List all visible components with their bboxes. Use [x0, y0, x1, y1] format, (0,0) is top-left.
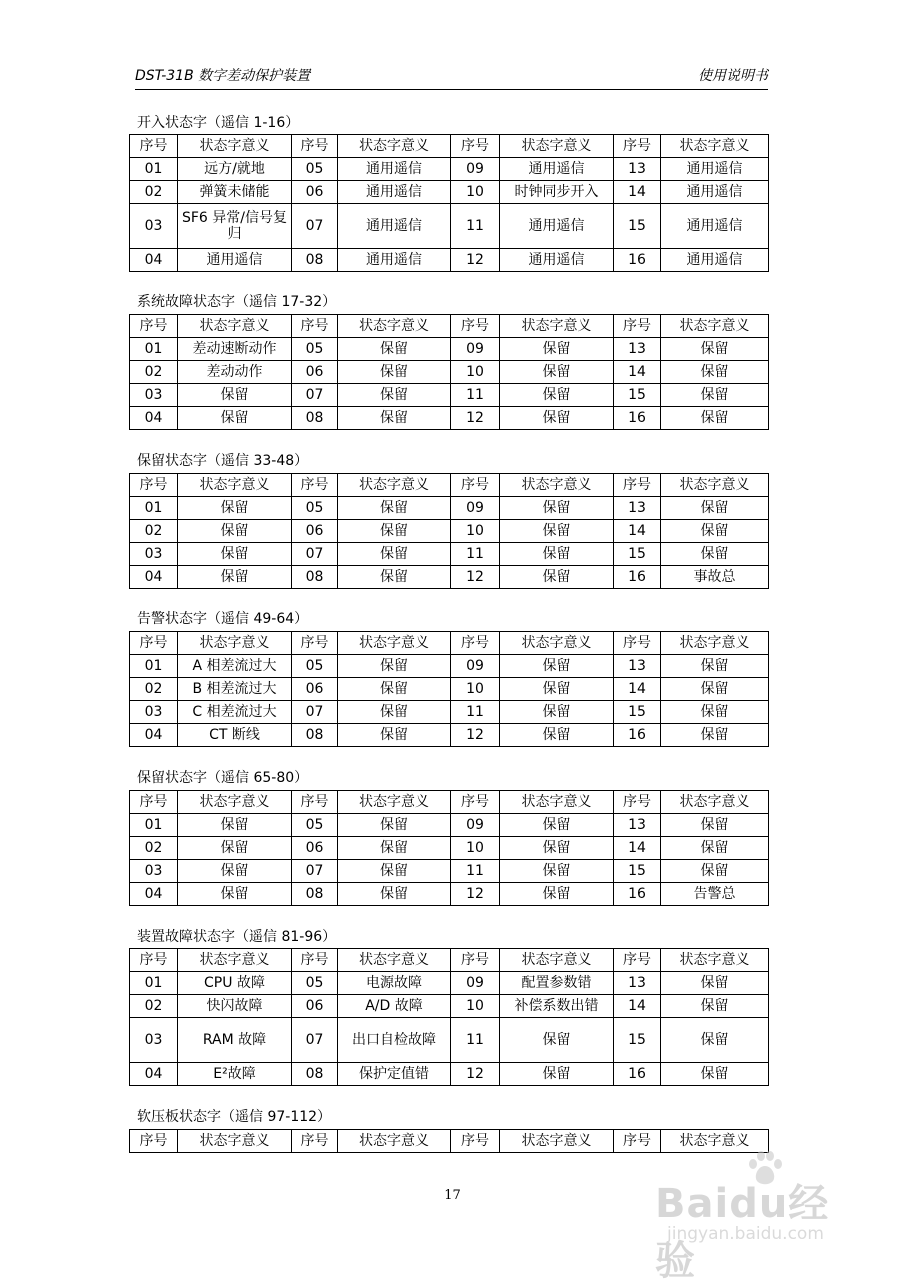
cell-meaning: 保留 — [661, 543, 769, 566]
cell-number: 02 — [130, 837, 178, 860]
cell-meaning: 弹簧未储能 — [178, 181, 292, 204]
column-header-number: 序号 — [614, 791, 661, 814]
cell-meaning: RAM 故障 — [178, 1018, 292, 1063]
status-table — [129, 134, 769, 272]
cell-meaning: 差动速断动作 — [178, 338, 292, 361]
cell-meaning: 保留 — [500, 860, 614, 883]
cell-meaning: CPU 故障 — [178, 972, 292, 995]
cell-meaning: 远方/就地 — [178, 158, 292, 181]
column-header-number: 序号 — [292, 315, 338, 338]
cell-number: 13 — [614, 338, 661, 361]
cell-meaning: 保留 — [178, 860, 292, 883]
cell-number: 14 — [614, 181, 661, 204]
cell-meaning: 保留 — [338, 814, 451, 837]
cell-meaning: 通用遥信 — [500, 158, 614, 181]
cell-meaning: 快闪故障 — [178, 995, 292, 1018]
column-header-meaning: 状态字意义 — [178, 632, 292, 655]
table-row — [130, 860, 769, 883]
column-header-meaning: 状态字意义 — [338, 474, 451, 497]
cell-meaning: 保留 — [661, 837, 769, 860]
cell-number: 13 — [614, 814, 661, 837]
cell-meaning: 保留 — [500, 655, 614, 678]
cell-meaning: 保留 — [178, 384, 292, 407]
cell-meaning: 通用遥信 — [500, 204, 614, 249]
cell-number: 11 — [451, 860, 500, 883]
cell-number: 11 — [451, 1018, 500, 1063]
cell-number: 16 — [614, 249, 661, 272]
column-header-meaning: 状态字意义 — [500, 949, 614, 972]
cell-meaning: 保留 — [500, 520, 614, 543]
column-header-number: 序号 — [292, 632, 338, 655]
table-row — [130, 338, 769, 361]
column-header-number: 序号 — [292, 949, 338, 972]
cell-number: 09 — [451, 158, 500, 181]
cell-meaning: 保留 — [500, 678, 614, 701]
cell-number: 08 — [292, 407, 338, 430]
section-title: 系统故障状态字（遥信 17-32） — [137, 294, 337, 310]
column-header-number: 序号 — [451, 1130, 500, 1153]
cell-meaning: 保留 — [178, 407, 292, 430]
cell-meaning: 保留 — [661, 338, 769, 361]
cell-meaning: 保留 — [500, 407, 614, 430]
cell-number: 01 — [130, 338, 178, 361]
cell-meaning: 保留 — [661, 520, 769, 543]
cell-meaning: A/D 故障 — [338, 995, 451, 1018]
table-row — [130, 655, 769, 678]
cell-number: 01 — [130, 655, 178, 678]
column-header-meaning: 状态字意义 — [338, 1130, 451, 1153]
cell-meaning: 保留 — [338, 361, 451, 384]
column-header-number: 序号 — [614, 1130, 661, 1153]
cell-meaning: 保留 — [338, 338, 451, 361]
section-title: 开入状态字（遥信 1-16） — [137, 115, 300, 131]
column-header-number: 序号 — [130, 791, 178, 814]
cell-number: 15 — [614, 860, 661, 883]
cell-number: 01 — [130, 158, 178, 181]
cell-meaning: 保留 — [661, 860, 769, 883]
cell-number: 02 — [130, 361, 178, 384]
table-row — [130, 995, 769, 1018]
cell-number: 08 — [292, 724, 338, 747]
cell-meaning: 告警总 — [661, 883, 769, 906]
cell-meaning: SF6 异常/信号复归 — [178, 204, 292, 249]
cell-meaning: 通用遥信 — [661, 181, 769, 204]
document-type: 使用说明书 — [698, 68, 768, 84]
status-table — [129, 473, 769, 589]
column-header-meaning: 状态字意义 — [338, 135, 451, 158]
cell-number: 03 — [130, 384, 178, 407]
section-title: 告警状态字（遥信 49-64） — [137, 611, 309, 627]
cell-meaning: 保留 — [500, 566, 614, 589]
cell-meaning: 通用遥信 — [500, 249, 614, 272]
cell-meaning: 保留 — [178, 566, 292, 589]
column-header-meaning: 状态字意义 — [178, 791, 292, 814]
table-row — [130, 883, 769, 906]
header-row — [130, 632, 769, 655]
column-header-meaning: 状态字意义 — [178, 949, 292, 972]
cell-number: 10 — [451, 837, 500, 860]
column-header-meaning: 状态字意义 — [661, 632, 769, 655]
watermark — [655, 1150, 865, 1284]
cell-number: 10 — [451, 995, 500, 1018]
cell-number: 01 — [130, 497, 178, 520]
cell-meaning: 电源故障 — [338, 972, 451, 995]
table-row — [130, 972, 769, 995]
cell-number: 03 — [130, 701, 178, 724]
cell-number: 09 — [451, 972, 500, 995]
cell-number: 07 — [292, 860, 338, 883]
cell-number: 16 — [614, 883, 661, 906]
cell-number: 08 — [292, 566, 338, 589]
cell-number: 07 — [292, 543, 338, 566]
column-header-number: 序号 — [130, 1130, 178, 1153]
column-header-meaning: 状态字意义 — [338, 315, 451, 338]
cell-meaning: CT 断线 — [178, 724, 292, 747]
table-row — [130, 204, 769, 249]
cell-number: 13 — [614, 972, 661, 995]
header-row — [130, 949, 769, 972]
cell-number: 12 — [451, 407, 500, 430]
cell-meaning: 保留 — [178, 814, 292, 837]
cell-number: 13 — [614, 158, 661, 181]
cell-number: 14 — [614, 995, 661, 1018]
cell-number: 03 — [130, 543, 178, 566]
cell-number: 06 — [292, 678, 338, 701]
cell-number: 05 — [292, 497, 338, 520]
column-header-number: 序号 — [451, 315, 500, 338]
cell-number: 12 — [451, 883, 500, 906]
cell-meaning: 保留 — [661, 407, 769, 430]
table-row — [130, 384, 769, 407]
cell-meaning: 保留 — [178, 543, 292, 566]
cell-number: 12 — [451, 1063, 500, 1086]
table-row — [130, 701, 769, 724]
watermark-url: jingyan.baidu.com — [667, 1224, 824, 1244]
cell-number: 06 — [292, 837, 338, 860]
cell-number: 05 — [292, 655, 338, 678]
cell-meaning: 保留 — [500, 338, 614, 361]
cell-number: 04 — [130, 249, 178, 272]
cell-meaning: 保留 — [338, 497, 451, 520]
cell-meaning: 保留 — [338, 837, 451, 860]
document-title: DST-31B 数字差动保护装置 — [135, 68, 311, 84]
cell-number: 12 — [451, 566, 500, 589]
page-header — [135, 63, 768, 90]
cell-meaning: 保留 — [500, 701, 614, 724]
status-table — [129, 790, 769, 906]
column-header-number: 序号 — [451, 632, 500, 655]
cell-meaning: 保留 — [661, 724, 769, 747]
column-header-meaning: 状态字意义 — [500, 791, 614, 814]
column-header-meaning: 状态字意义 — [661, 949, 769, 972]
cell-number: 14 — [614, 520, 661, 543]
cell-number: 16 — [614, 1063, 661, 1086]
cell-meaning: 保留 — [500, 1018, 614, 1063]
table-row — [130, 361, 769, 384]
cell-number: 04 — [130, 1063, 178, 1086]
cell-meaning: 保留 — [500, 814, 614, 837]
column-header-number: 序号 — [130, 632, 178, 655]
cell-meaning: 保留 — [661, 384, 769, 407]
column-header-number: 序号 — [130, 315, 178, 338]
column-header-meaning: 状态字意义 — [661, 315, 769, 338]
table-row — [130, 497, 769, 520]
cell-number: 07 — [292, 1018, 338, 1063]
section-title: 保留状态字（遥信 65-80） — [137, 770, 309, 786]
column-header-number: 序号 — [614, 632, 661, 655]
cell-meaning: 保留 — [500, 1063, 614, 1086]
column-header-meaning: 状态字意义 — [338, 949, 451, 972]
column-header-number: 序号 — [614, 135, 661, 158]
cell-meaning: 保留 — [500, 361, 614, 384]
cell-meaning: 保留 — [661, 814, 769, 837]
column-header-number: 序号 — [614, 474, 661, 497]
table-row — [130, 407, 769, 430]
column-header-number: 序号 — [451, 949, 500, 972]
column-header-meaning: 状态字意义 — [338, 791, 451, 814]
cell-meaning: 通用遥信 — [338, 249, 451, 272]
status-table — [129, 314, 769, 430]
column-header-number: 序号 — [614, 949, 661, 972]
cell-meaning: 保留 — [661, 1018, 769, 1063]
column-header-number: 序号 — [451, 791, 500, 814]
cell-meaning: 保留 — [661, 678, 769, 701]
table-row — [130, 158, 769, 181]
column-header-number: 序号 — [130, 474, 178, 497]
cell-meaning: 保留 — [338, 678, 451, 701]
header-row — [130, 135, 769, 158]
cell-meaning: 通用遥信 — [338, 204, 451, 249]
cell-number: 13 — [614, 655, 661, 678]
cell-number: 11 — [451, 384, 500, 407]
column-header-meaning: 状态字意义 — [661, 1130, 769, 1153]
cell-number: 14 — [614, 837, 661, 860]
column-header-number: 序号 — [614, 315, 661, 338]
cell-number: 14 — [614, 678, 661, 701]
cell-number: 07 — [292, 384, 338, 407]
cell-meaning: 保留 — [338, 860, 451, 883]
cell-number: 15 — [614, 1018, 661, 1063]
cell-meaning: 保留 — [178, 883, 292, 906]
cell-meaning: 保留 — [178, 837, 292, 860]
cell-meaning: 保留 — [338, 655, 451, 678]
column-header-meaning: 状态字意义 — [500, 315, 614, 338]
header-row — [130, 315, 769, 338]
cell-meaning: E²故障 — [178, 1063, 292, 1086]
column-header-meaning: 状态字意义 — [178, 1130, 292, 1153]
cell-meaning: 通用遥信 — [661, 204, 769, 249]
cell-number: 15 — [614, 384, 661, 407]
cell-meaning: 保留 — [661, 497, 769, 520]
cell-number: 04 — [130, 407, 178, 430]
cell-number: 16 — [614, 407, 661, 430]
cell-number: 05 — [292, 814, 338, 837]
column-header-number: 序号 — [451, 135, 500, 158]
cell-number: 05 — [292, 338, 338, 361]
cell-meaning: 保留 — [178, 497, 292, 520]
header-row — [130, 791, 769, 814]
cell-meaning: C 相差流过大 — [178, 701, 292, 724]
cell-number: 05 — [292, 158, 338, 181]
cell-number: 16 — [614, 566, 661, 589]
cell-number: 14 — [614, 361, 661, 384]
cell-number: 11 — [451, 204, 500, 249]
cell-number: 04 — [130, 566, 178, 589]
cell-meaning: 出口自检故障 — [338, 1018, 451, 1063]
cell-meaning: 保留 — [500, 724, 614, 747]
column-header-meaning: 状态字意义 — [500, 1130, 614, 1153]
cell-meaning: 保留 — [338, 384, 451, 407]
cell-meaning: 差动动作 — [178, 361, 292, 384]
page-number: 17 — [444, 1188, 461, 1203]
cell-number: 06 — [292, 181, 338, 204]
cell-meaning: 保留 — [500, 883, 614, 906]
cell-number: 10 — [451, 678, 500, 701]
column-header-meaning: 状态字意义 — [178, 135, 292, 158]
cell-meaning: A 相差流过大 — [178, 655, 292, 678]
cell-meaning: B 相差流过大 — [178, 678, 292, 701]
column-header-meaning: 状态字意义 — [338, 632, 451, 655]
table-row — [130, 814, 769, 837]
watermark-brand: Baidu经验 — [655, 1181, 830, 1284]
column-header-meaning: 状态字意义 — [178, 315, 292, 338]
cell-meaning: 保留 — [338, 543, 451, 566]
column-header-number: 序号 — [292, 791, 338, 814]
column-header-meaning: 状态字意义 — [500, 135, 614, 158]
cell-meaning: 时钟同步开入 — [500, 181, 614, 204]
cell-number: 06 — [292, 995, 338, 1018]
cell-number: 13 — [614, 497, 661, 520]
cell-meaning: 保留 — [661, 701, 769, 724]
cell-meaning: 保留 — [661, 972, 769, 995]
column-header-meaning: 状态字意义 — [500, 474, 614, 497]
cell-meaning: 保留 — [338, 883, 451, 906]
cell-number: 01 — [130, 814, 178, 837]
cell-meaning: 通用遥信 — [661, 158, 769, 181]
cell-number: 04 — [130, 724, 178, 747]
cell-meaning: 配置参数错 — [500, 972, 614, 995]
cell-meaning: 保留 — [338, 701, 451, 724]
section-title: 装置故障状态字（遥信 81-96） — [137, 929, 337, 945]
cell-meaning: 补偿系数出错 — [500, 995, 614, 1018]
cell-number: 06 — [292, 361, 338, 384]
cell-number: 15 — [614, 701, 661, 724]
cell-meaning: 保留 — [178, 520, 292, 543]
cell-meaning: 保留 — [500, 543, 614, 566]
cell-meaning: 保留 — [338, 566, 451, 589]
cell-meaning: 事故总 — [661, 566, 769, 589]
cell-number: 09 — [451, 655, 500, 678]
section-title: 软压板状态字（遥信 97-112） — [137, 1109, 332, 1125]
cell-meaning: 保留 — [338, 724, 451, 747]
column-header-number: 序号 — [130, 949, 178, 972]
cell-number: 06 — [292, 520, 338, 543]
column-header-number: 序号 — [292, 474, 338, 497]
cell-number: 16 — [614, 724, 661, 747]
column-header-number: 序号 — [292, 1130, 338, 1153]
cell-meaning: 通用遥信 — [661, 249, 769, 272]
cell-number: 02 — [130, 995, 178, 1018]
table-row — [130, 1018, 769, 1063]
cell-number: 05 — [292, 972, 338, 995]
cell-number: 10 — [451, 520, 500, 543]
table-row — [130, 181, 769, 204]
table-row — [130, 543, 769, 566]
status-table — [129, 948, 769, 1086]
cell-meaning: 通用遥信 — [338, 158, 451, 181]
cell-number: 09 — [451, 497, 500, 520]
cell-number: 09 — [451, 814, 500, 837]
cell-number: 10 — [451, 361, 500, 384]
cell-number: 07 — [292, 204, 338, 249]
table-row — [130, 678, 769, 701]
cell-meaning: 保留 — [661, 655, 769, 678]
cell-meaning: 保护定值错 — [338, 1063, 451, 1086]
column-header-meaning: 状态字意义 — [661, 135, 769, 158]
section-title: 保留状态字（遥信 33-48） — [137, 453, 309, 469]
cell-meaning: 保留 — [338, 407, 451, 430]
column-header-number: 序号 — [130, 135, 178, 158]
cell-number: 04 — [130, 883, 178, 906]
column-header-number: 序号 — [451, 474, 500, 497]
cell-number: 07 — [292, 701, 338, 724]
table-row — [130, 249, 769, 272]
column-header-meaning: 状态字意义 — [500, 632, 614, 655]
cell-number: 02 — [130, 678, 178, 701]
cell-number: 15 — [614, 204, 661, 249]
cell-number: 02 — [130, 520, 178, 543]
cell-number: 08 — [292, 883, 338, 906]
cell-number: 03 — [130, 860, 178, 883]
cell-number: 15 — [614, 543, 661, 566]
cell-meaning: 通用遥信 — [338, 181, 451, 204]
cell-meaning: 保留 — [500, 497, 614, 520]
cell-number: 12 — [451, 724, 500, 747]
column-header-meaning: 状态字意义 — [178, 474, 292, 497]
cell-meaning: 保留 — [661, 1063, 769, 1086]
cell-meaning: 保留 — [500, 837, 614, 860]
cell-number: 09 — [451, 338, 500, 361]
cell-number: 12 — [451, 249, 500, 272]
cell-meaning: 保留 — [500, 384, 614, 407]
column-header-meaning: 状态字意义 — [661, 791, 769, 814]
cell-meaning: 保留 — [661, 995, 769, 1018]
cell-number: 11 — [451, 701, 500, 724]
cell-number: 10 — [451, 181, 500, 204]
cell-meaning: 通用遥信 — [178, 249, 292, 272]
table-row — [130, 1063, 769, 1086]
table-row — [130, 837, 769, 860]
status-table — [129, 631, 769, 747]
cell-number: 08 — [292, 249, 338, 272]
cell-number: 11 — [451, 543, 500, 566]
header-row — [130, 474, 769, 497]
cell-meaning: 保留 — [338, 520, 451, 543]
cell-number: 03 — [130, 204, 178, 249]
table-row — [130, 724, 769, 747]
table-row — [130, 566, 769, 589]
table-row — [130, 520, 769, 543]
cell-number: 03 — [130, 1018, 178, 1063]
cell-number: 01 — [130, 972, 178, 995]
cell-meaning: 保留 — [661, 361, 769, 384]
column-header-number: 序号 — [292, 135, 338, 158]
cell-number: 02 — [130, 181, 178, 204]
column-header-meaning: 状态字意义 — [661, 474, 769, 497]
cell-number: 08 — [292, 1063, 338, 1086]
